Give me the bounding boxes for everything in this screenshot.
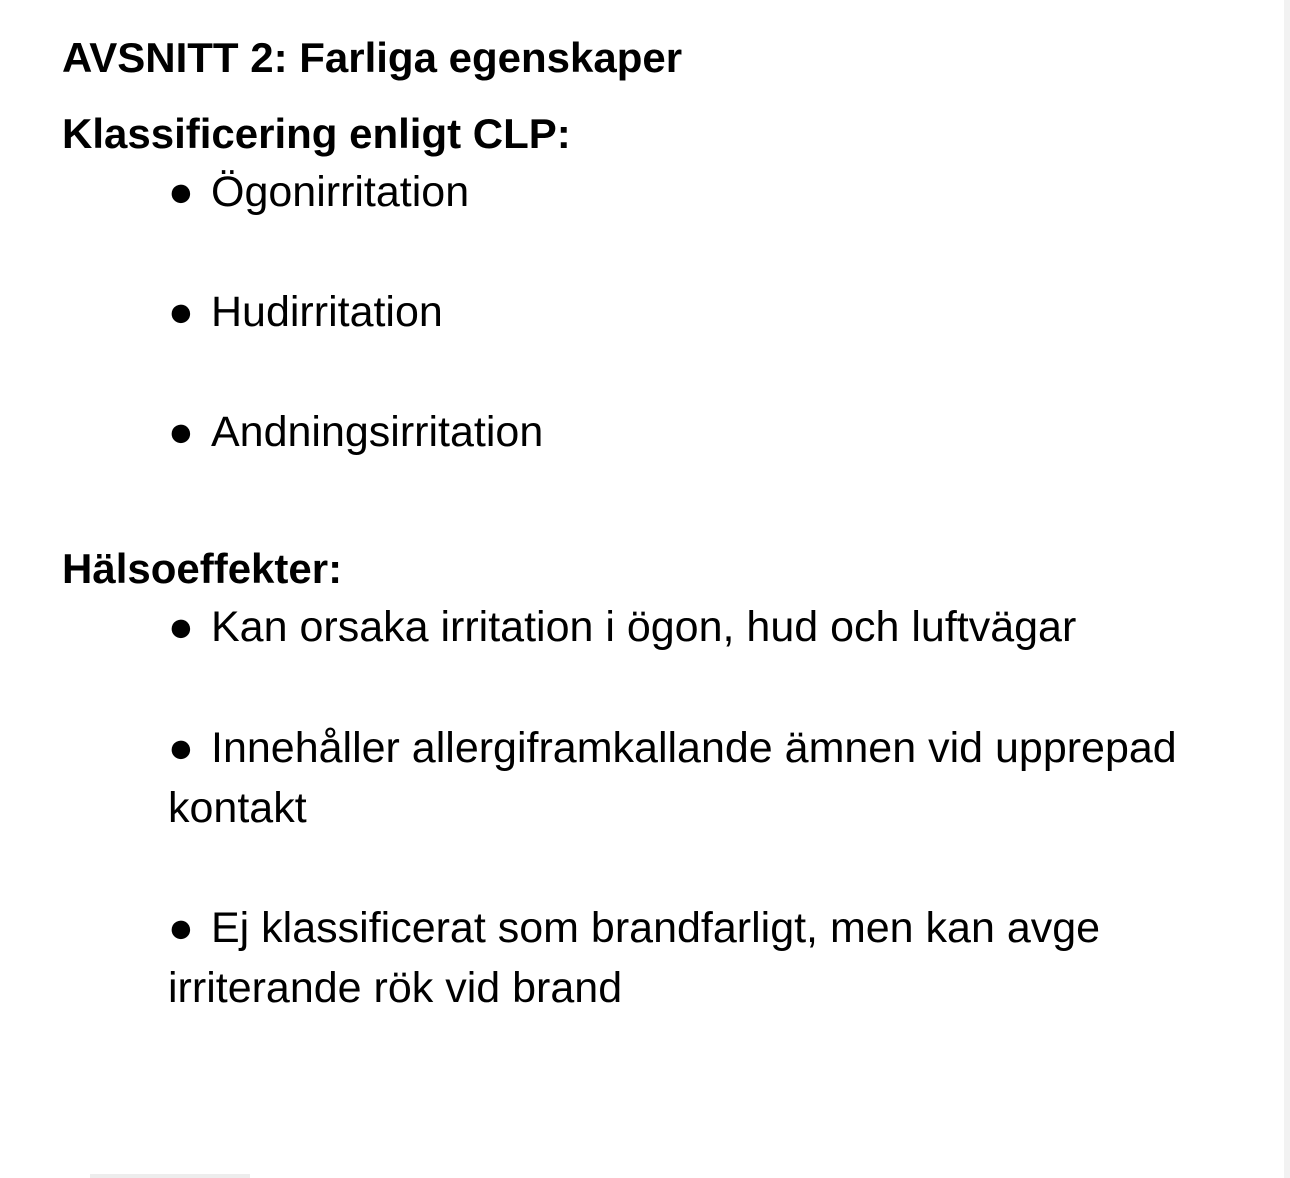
classification-item-text: Hudirritation xyxy=(211,288,443,336)
health-effects-heading: Hälsoeffekter: xyxy=(62,545,343,592)
bullet-icon: ● xyxy=(168,288,194,336)
classification-item xyxy=(168,162,1248,222)
health-effects-item-text: Kan orsaka irritation i ögon, hud och luftvägar xyxy=(211,603,1077,651)
section-title: AVSNITT 2: Farliga egenskaper xyxy=(62,34,683,81)
classification-item-text: Andningsirritation xyxy=(211,408,544,456)
health-effects-item xyxy=(168,597,1248,657)
bullet-icon: ● xyxy=(168,904,194,952)
health-effects-item-text: Innehåller allergiframkallande ämnen vid upprepad kontakt xyxy=(168,724,1177,832)
classification-item-text: Ögonirritation xyxy=(211,168,470,216)
classification-heading: Klassificering enligt CLP: xyxy=(62,110,571,157)
bullet-icon: ● xyxy=(168,408,194,456)
bullet-icon: ● xyxy=(168,168,194,216)
classification-item xyxy=(168,282,1248,342)
health-effects-item xyxy=(168,718,1248,838)
bottom-divider xyxy=(90,1174,250,1178)
classification-item xyxy=(168,402,1248,462)
bullet-icon: ● xyxy=(168,603,194,651)
bullet-icon: ● xyxy=(168,724,194,772)
health-effects-item-text: Ej klassificerat som brandfarligt, men kan avge irriterande rök vid brand xyxy=(168,904,1101,1012)
page-edge-shadow xyxy=(1284,0,1290,1178)
health-effects-item xyxy=(168,898,1248,1018)
